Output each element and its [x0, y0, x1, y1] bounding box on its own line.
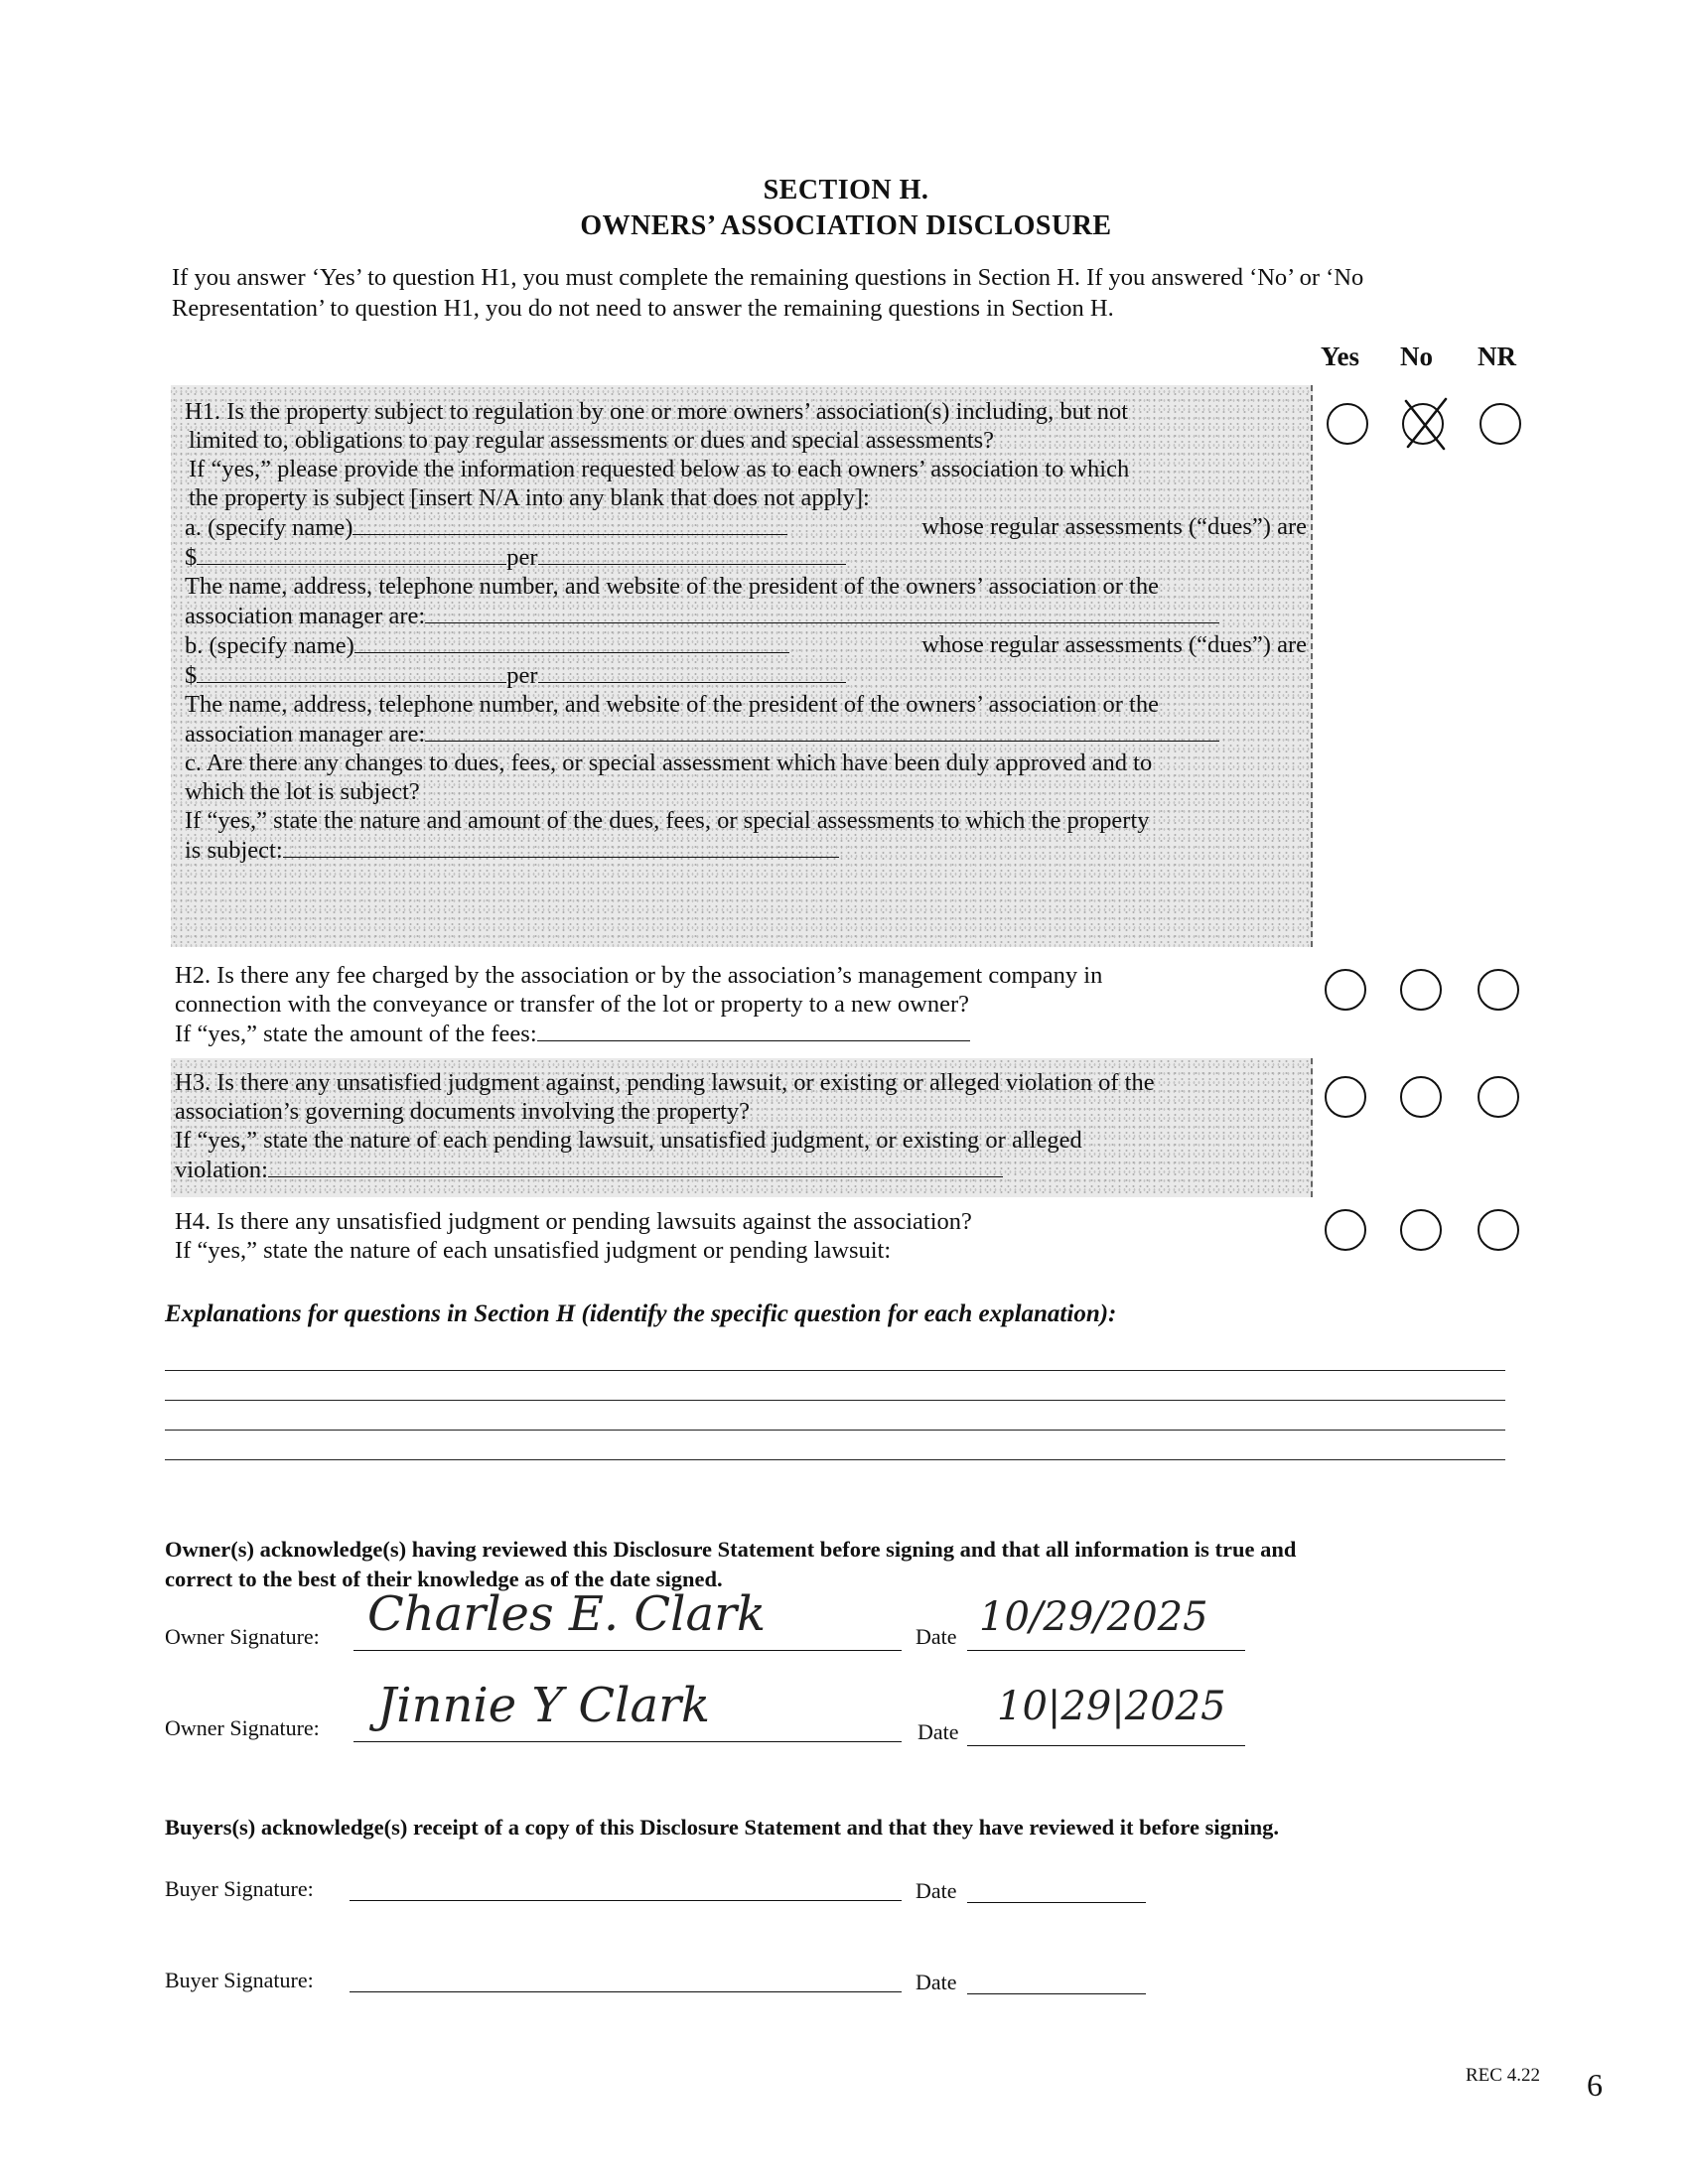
h1-yes-radio[interactable]: [1327, 403, 1368, 445]
column-nr: NR: [1478, 341, 1516, 371]
h1-c-field[interactable]: [283, 835, 839, 858]
h2-fee-field[interactable]: [537, 1019, 970, 1041]
explanations-label: Explanations for questions in Section H (identify the specific question for each explanation):: [165, 1300, 1117, 1327]
h4-line-2: If “yes,” state the nature of each unsatisfied judgment or pending lawsuit:: [175, 1237, 892, 1264]
h4-line-1: H4. Is there any unsatisfied judgment or pending lawsuits against the association?: [175, 1208, 972, 1235]
section-label: SECTION H.: [763, 175, 929, 205]
owner-date-2: 10|29|2025: [997, 1684, 1226, 1729]
intro-line-2: Representation’ to question H1, you do not need to answer the remaining questions in Section H.: [172, 295, 1114, 322]
h1-line-2: limited to, obligations to pay regular assessments or dues and special assessments?: [189, 427, 995, 454]
h4-yes-radio[interactable]: [1325, 1209, 1366, 1251]
h1-a-pres-field[interactable]: [425, 601, 1219, 623]
h1-c-line-2: which the lot is subject?: [185, 778, 420, 805]
form-code: REC 4.22: [1466, 2065, 1540, 2086]
h1-a-prefix: a. (specify name): [185, 514, 353, 541]
buyer-acknowledgement: Buyers(s) acknowledge(s) receipt of a copy of this Disclosure Statement and that they have reviewed it before signing.: [165, 1815, 1279, 1840]
h1-b-pres-line-1: The name, address, telephone number, and website of the president of the owners’ association or the: [185, 691, 1159, 718]
h3-line-2: association’s governing documents involving the property?: [175, 1098, 751, 1125]
explanation-line-3[interactable]: [165, 1430, 1505, 1431]
h1-a-pres-line-2: association manager are:: [185, 603, 426, 629]
h2-line-3: If “yes,” state the amount of the fees:: [175, 1021, 537, 1047]
h1-b-dollar: $: [185, 662, 198, 689]
owner-ack-line-1: Owner(s) acknowledge(s) having reviewed this Disclosure Statement before signing and that all information is true and: [165, 1537, 1297, 1562]
owner-date-1: 10/29/2025: [979, 1594, 1208, 1640]
page-number: 6: [1587, 2067, 1603, 2103]
explanation-line-4[interactable]: [165, 1459, 1505, 1460]
question-h1: [185, 397, 1307, 865]
owner-ack-line-2: correct to the best of their knowledge as of the date signed.: [165, 1567, 723, 1591]
h3-nr-radio[interactable]: [1478, 1076, 1519, 1118]
h1-line-3: If “yes,” please provide the information requested below as to each owners’ association to which: [189, 456, 1130, 482]
h2-yes-radio[interactable]: [1325, 969, 1366, 1011]
h1-b-pres-line-2: association manager are:: [185, 721, 426, 748]
h3-line-3: If “yes,” state the nature of each pending lawsuit, unsatisfied judgment, or existing or alleged: [175, 1127, 1082, 1154]
h1-a-dollar: $: [185, 544, 198, 571]
h1-b-period-field[interactable]: [538, 660, 846, 683]
h1-a-amount-field[interactable]: [197, 542, 506, 565]
owner-date-line-1[interactable]: [967, 1650, 1245, 1651]
h3-line-4: violation:: [175, 1157, 268, 1183]
h1-no-radio[interactable]: [1402, 403, 1444, 445]
h3-violation-field[interactable]: [268, 1155, 1003, 1177]
owner-signature-line-2[interactable]: [353, 1741, 902, 1742]
h3-yes-radio[interactable]: [1325, 1076, 1366, 1118]
explanation-line-2[interactable]: [165, 1400, 1505, 1401]
owner-acknowledgement: [165, 1535, 1555, 1594]
buyer-date-line-1[interactable]: [967, 1902, 1146, 1903]
h2-no-radio[interactable]: [1400, 969, 1442, 1011]
h4-nr-radio[interactable]: [1478, 1209, 1519, 1251]
buyer-signature-line-1[interactable]: [350, 1900, 902, 1901]
h1-c-line-4: is subject:: [185, 837, 283, 864]
h1-line-4: the property is subject [insert N/A into any blank that does not apply]:: [189, 484, 870, 511]
owner-signature-label-2: Owner Signature:: [165, 1715, 320, 1740]
h1-nr-radio[interactable]: [1480, 403, 1521, 445]
h3-line-1: H3. Is there any unsatisfied judgment against, pending lawsuit, or existing or alleged violation of the: [175, 1069, 1155, 1096]
owner-date-line-2[interactable]: [967, 1745, 1245, 1746]
owner-signature-line-1[interactable]: [353, 1650, 902, 1651]
h1-a-per: per: [506, 544, 538, 571]
h1-c-line-1: c. Are there any changes to dues, fees, or special assessment which have been duly approved and to: [185, 750, 1153, 776]
h1-a-pres-line-1: The name, address, telephone number, and website of the president of the owners’ association or the: [185, 573, 1159, 600]
intro-line-1: If you answer ‘Yes’ to question H1, you must complete the remaining questions in Section H. If you answered ‘No’ or ‘No: [172, 264, 1364, 291]
buyer-date-label-1: Date: [916, 1878, 957, 1903]
h2-line-2: connection with the conveyance or transfer of the lot or property to a new owner?: [175, 991, 970, 1018]
buyer-signature-label-2: Buyer Signature:: [165, 1968, 314, 1992]
explanation-line-1[interactable]: [165, 1370, 1505, 1371]
h1-b-amount-field[interactable]: [197, 660, 506, 683]
question-h3: [175, 1068, 1305, 1184]
h4-no-radio[interactable]: [1400, 1209, 1442, 1251]
h2-nr-radio[interactable]: [1478, 969, 1519, 1011]
question-h4: [175, 1207, 1297, 1265]
h1-a-suffix: whose regular assessments (“dues”) are: [921, 513, 1307, 540]
h1-c-line-3: If “yes,” state the nature and amount of the dues, fees, or special assessments to which the property: [185, 807, 1150, 834]
owner-signature-1: Charles E. Clark: [367, 1586, 767, 1642]
h3-no-radio[interactable]: [1400, 1076, 1442, 1118]
h1-b-name-field[interactable]: [354, 630, 789, 653]
h2-line-1: H2. Is there any fee charged by the association or by the association’s management company in: [175, 962, 1103, 989]
h1-b-per: per: [506, 662, 538, 689]
h1-line-1: H1. Is the property subject to regulation by one or more owners’ association(s) including, but not: [185, 398, 1129, 425]
buyer-signature-line-2[interactable]: [350, 1991, 902, 1992]
h1-a-period-field[interactable]: [538, 542, 846, 565]
owner-signature-2: Jinnie Y Clark: [377, 1678, 711, 1733]
question-h2: [175, 961, 1297, 1048]
buyer-signature-label-1: Buyer Signature:: [165, 1876, 314, 1901]
buyer-date-label-2: Date: [916, 1970, 957, 1994]
x-mark-icon: [1398, 395, 1452, 455]
column-no: No: [1400, 341, 1433, 371]
column-yes: Yes: [1321, 341, 1359, 371]
h1-b-pres-field[interactable]: [425, 719, 1219, 742]
owner-date-label-2: Date: [917, 1719, 959, 1744]
buyer-date-line-2[interactable]: [967, 1993, 1146, 1994]
owner-signature-label-1: Owner Signature:: [165, 1624, 320, 1649]
h1-b-prefix: b. (specify name): [185, 632, 354, 659]
section-title: OWNERS’ ASSOCIATION DISCLOSURE: [580, 210, 1112, 241]
h1-a-name-field[interactable]: [352, 512, 787, 535]
h1-b-suffix: whose regular assessments (“dues”) are: [921, 631, 1307, 658]
owner-date-label-1: Date: [916, 1624, 957, 1649]
